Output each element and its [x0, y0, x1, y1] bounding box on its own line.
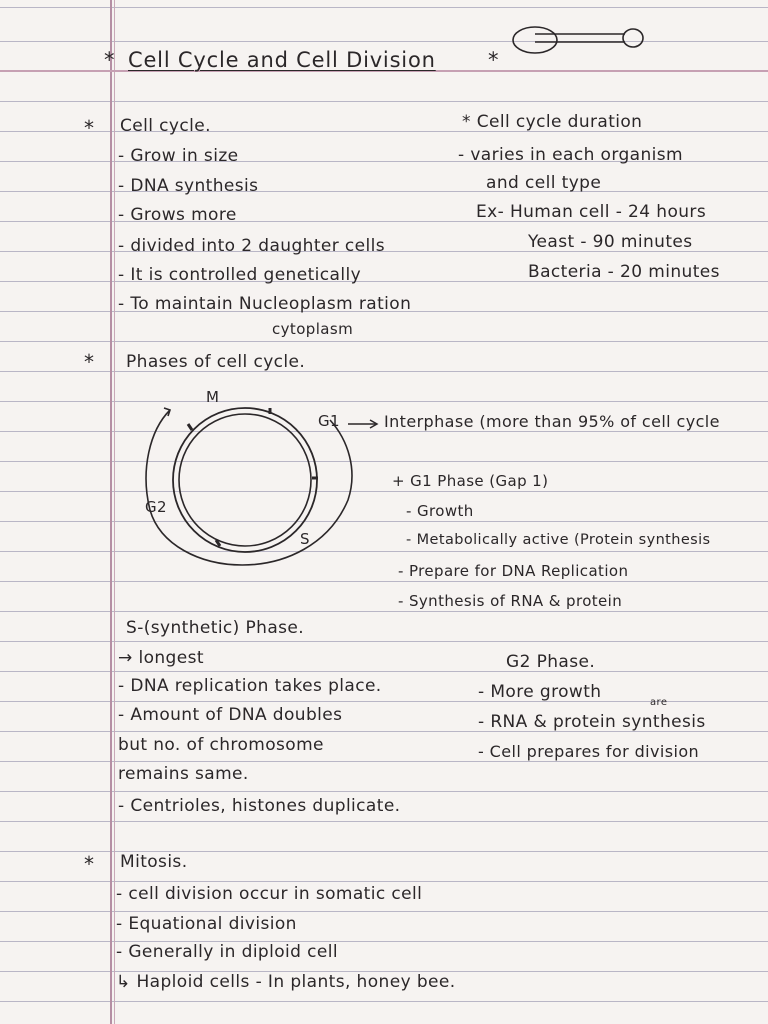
- cell-cycle-item: - Grows more: [118, 205, 237, 225]
- margin-line-inner: [114, 0, 115, 1024]
- s-phase-item: remains same.: [118, 764, 249, 784]
- s-phase-item: but no. of chromosome: [118, 735, 324, 755]
- cell-cycle-item: - It is controlled genetically: [118, 265, 362, 285]
- g2-item: - RNA & protein synthesis: [478, 712, 706, 732]
- s-phase-item: - Centrioles, histones duplicate.: [118, 796, 401, 816]
- g2-insert: are: [650, 697, 668, 708]
- mitosis-item: ↳ Haploid cells - In plants, honey bee.: [116, 972, 456, 992]
- g1-heading: + G1 Phase (Gap 1): [392, 472, 549, 490]
- mitosis-item: - cell division occur in somatic cell: [116, 884, 423, 904]
- phases-heading: Phases of cell cycle.: [126, 352, 306, 372]
- g2-item: - More growth: [478, 682, 602, 702]
- s-phase-item: - Amount of DNA doubles: [118, 705, 343, 725]
- duration-example: Bacteria - 20 minutes: [528, 262, 720, 282]
- cell-cycle-bullet: *: [84, 116, 94, 140]
- cell-cycle-heading: Cell cycle.: [120, 116, 211, 136]
- margin-line: [110, 0, 112, 1024]
- g1-item: - Metabolically active (Protein synthesis: [406, 532, 711, 548]
- cell-cycle-item: - Grow in size: [118, 146, 239, 166]
- interphase-note: Interphase (more than 95% of cell cycle: [384, 412, 720, 431]
- duration-example: Ex- Human cell - 24 hours: [476, 202, 707, 222]
- mitosis-item: - Equational division: [116, 914, 297, 934]
- cell-cycle-item: - divided into 2 daughter cells: [118, 236, 386, 256]
- s-phase-heading: S-(synthetic) Phase.: [126, 618, 305, 638]
- duration-line: - varies in each organism: [458, 145, 683, 165]
- mitosis-heading: Mitosis.: [120, 852, 188, 872]
- s-phase-item: → longest: [118, 648, 204, 668]
- title-star-left: *: [104, 48, 116, 72]
- phase-label-m: M: [206, 388, 220, 406]
- page-title: Cell Cycle and Cell Division: [128, 48, 436, 72]
- title-star-right: *: [488, 48, 500, 72]
- phases-bullet: *: [84, 350, 94, 374]
- phase-label-s: S: [300, 530, 310, 548]
- phase-label-g2: G2: [145, 498, 167, 516]
- g1-item: - Prepare for DNA Replication: [398, 562, 629, 580]
- arrow-icon: [346, 418, 382, 430]
- mitosis-item: - Generally in diploid cell: [116, 942, 339, 962]
- phase-label-g1: G1: [318, 412, 340, 430]
- duration-example: Yeast - 90 minutes: [528, 232, 693, 252]
- cell-cycle-item: - To maintain Nucleoplasm ration: [118, 294, 412, 314]
- g2-heading: G2 Phase.: [506, 652, 596, 672]
- doodle-icon: [505, 20, 650, 60]
- g1-item: - Growth: [406, 502, 474, 520]
- mitosis-bullet: *: [84, 852, 94, 876]
- duration-heading: * Cell cycle duration: [462, 112, 643, 132]
- g2-item: - Cell prepares for division: [478, 742, 700, 761]
- duration-line: and cell type: [486, 173, 602, 193]
- cell-cycle-item: - DNA synthesis: [118, 176, 259, 196]
- g1-item: - Synthesis of RNA & protein: [398, 592, 623, 610]
- ratio-denominator: cytoplasm: [272, 320, 354, 338]
- s-phase-item: - DNA replication takes place.: [118, 676, 382, 696]
